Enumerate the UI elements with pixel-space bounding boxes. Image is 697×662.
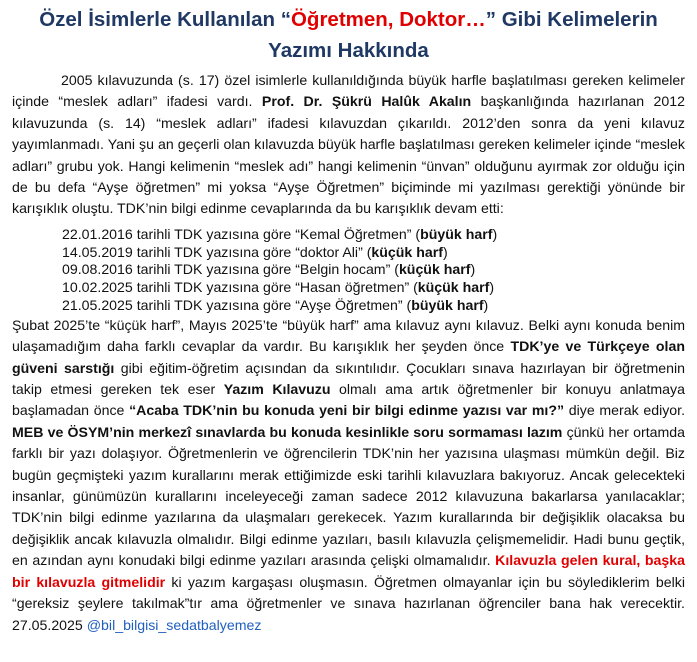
list-item: 09.08.2016 tarihli TDK yazısına göre “Belgin hocam” (küçük harf): [62, 261, 476, 278]
intro-text-2: başkanlığında hazırlanan 2012 kılavuzunda (s. 14) “meslek adları” ifadesi kılavuzdan çıkarıldı. 2012’den sonra da yeni kılavuz yayımlanmadı. Yani şu an geçerli olan kılavuzda büyük harfle başlatılması gereken kelimeler içinde “meslek adları” grubu yok. Hangi kelimenin “meslek adı” hangi kelimenin “ünvan” olduğunu ayırmak zor olduğu için de bu defa “Ayşe öğretmen” mi yoksa “Ayşe Öğretmen” biçiminde mi yazılması gerektiği yönünde bir karışıklık oluştu. TDK’nin bilgi edinme cevaplarında da bu karışıklık devam etti:: [12, 93, 685, 217]
page-title: [12, 4, 685, 66]
list-item: 10.02.2025 tarihli TDK yazısına göre “Hasan öğretmen” (küçük harf): [62, 279, 495, 296]
paragraph-intro: [12, 70, 685, 220]
title-part1: Özel İsimlerle Kullanılan “: [39, 8, 291, 31]
title-part2: ” Gibi Kelimelerin Yazımı Hakkında: [268, 8, 658, 62]
highlight-quote: Kılavuzla gelen kural, başka bir kılavuzla gitmelidir: [12, 552, 686, 590]
intro-bold-name: Prof. Dr. Şükrü Halûk Akalın: [261, 93, 472, 110]
list-item: 14.05.2019 tarihli TDK yazısına göre “doktor Ali” (küçük harf): [62, 243, 448, 260]
list-item: 22.01.2016 tarihli TDK yazısına göre “Kemal Öğretmen” (büyük harf): [62, 225, 498, 242]
tdk-response-list: [12, 226, 685, 315]
intro-text-1: 2005 kılavuzunda (s. 17) özel isimlerle kullanıldığında büyük harfle başlatılması gereken kelimeler içinde “meslek adları” ifadesi vardı.: [12, 72, 685, 110]
list-item: 21.05.2025 tarihli TDK yazısına göre “Ayşe Öğretmen” (büyük harf): [62, 297, 489, 314]
paragraph-discussion: Şubat 2025’te “küçük harf”, Mayıs 2025’te “büyük harf” ama kılavuz aynı kılavuz. Belki aynı konuda benim ulaşamadığım daha farklı cevaplar da vardır. Bu karışıklık her şeyden önce TDK’ye ve Türkçeye olan güveni sarstığı gibi eğitim-öğretim açısından da sıkıntılıdır. Çocukları sınava hazırlayan bir öğretmenin takip etmesi gereken tek eser Yazım Kılavuzu olmalı ama artık öğretmenler bir konuyu anlatmaya başlamadan önce “Acaba TDK’nin bu konuda yeni bir bilgi edinme yazısı var mı?” diye merak ediyor. MEB ve ÖSYM’nin merkezî sınavlarda bu konuda kesinlikle soru sormaması lazım çünkü her ortamda farklı bir yazı dolaşıyor. Öğretmenlerin ve öğrencilerin TDK’nin her yazısına ulaşması mümkün değil. Biz bugün geçmişteki yazım kurallarını merak ettiğimizde eski tarihli kılavuzlara bakıyoruz. Ancak gelecekteki insanlar, günümüzün kurallarını inceleyeceği zaman sadece 2012 kılavuzuna bakarlarsa yanılacaklar; TDK’nin bilgi edinme yazılarına da ulaşmaları gerekecek. Yazım kurallarında bir değişiklik olacaksa bu değişiklik ancak kılavuzla olmalıdır. Bilgi edinme yazıları, basılı kılavuzla çelişmemelidir. Hadi bunu geçtik, en azından aynı konudaki bilgi edinme yazıları arasında çelişki olmamalıdır. Kılavuzla gelen kural, başka bir kılavuzla gitmelidir ki yazım kargaşası oluşmasın. Öğretmen olmayanlar için bu söylediklerim belki “gereksiz şeylere takılmak”tır ama öğretmenler ve sınava hazırlanan öğrenciler bana hak verecektir. 27.05.2025 @bil_bilgisi_sedatbalyemez: [12, 316, 686, 633]
title-highlight: Öğretmen, Doktor…: [290, 8, 486, 31]
author-handle[interactable]: @bil_bilgisi_sedatbalyemez: [86, 616, 262, 633]
